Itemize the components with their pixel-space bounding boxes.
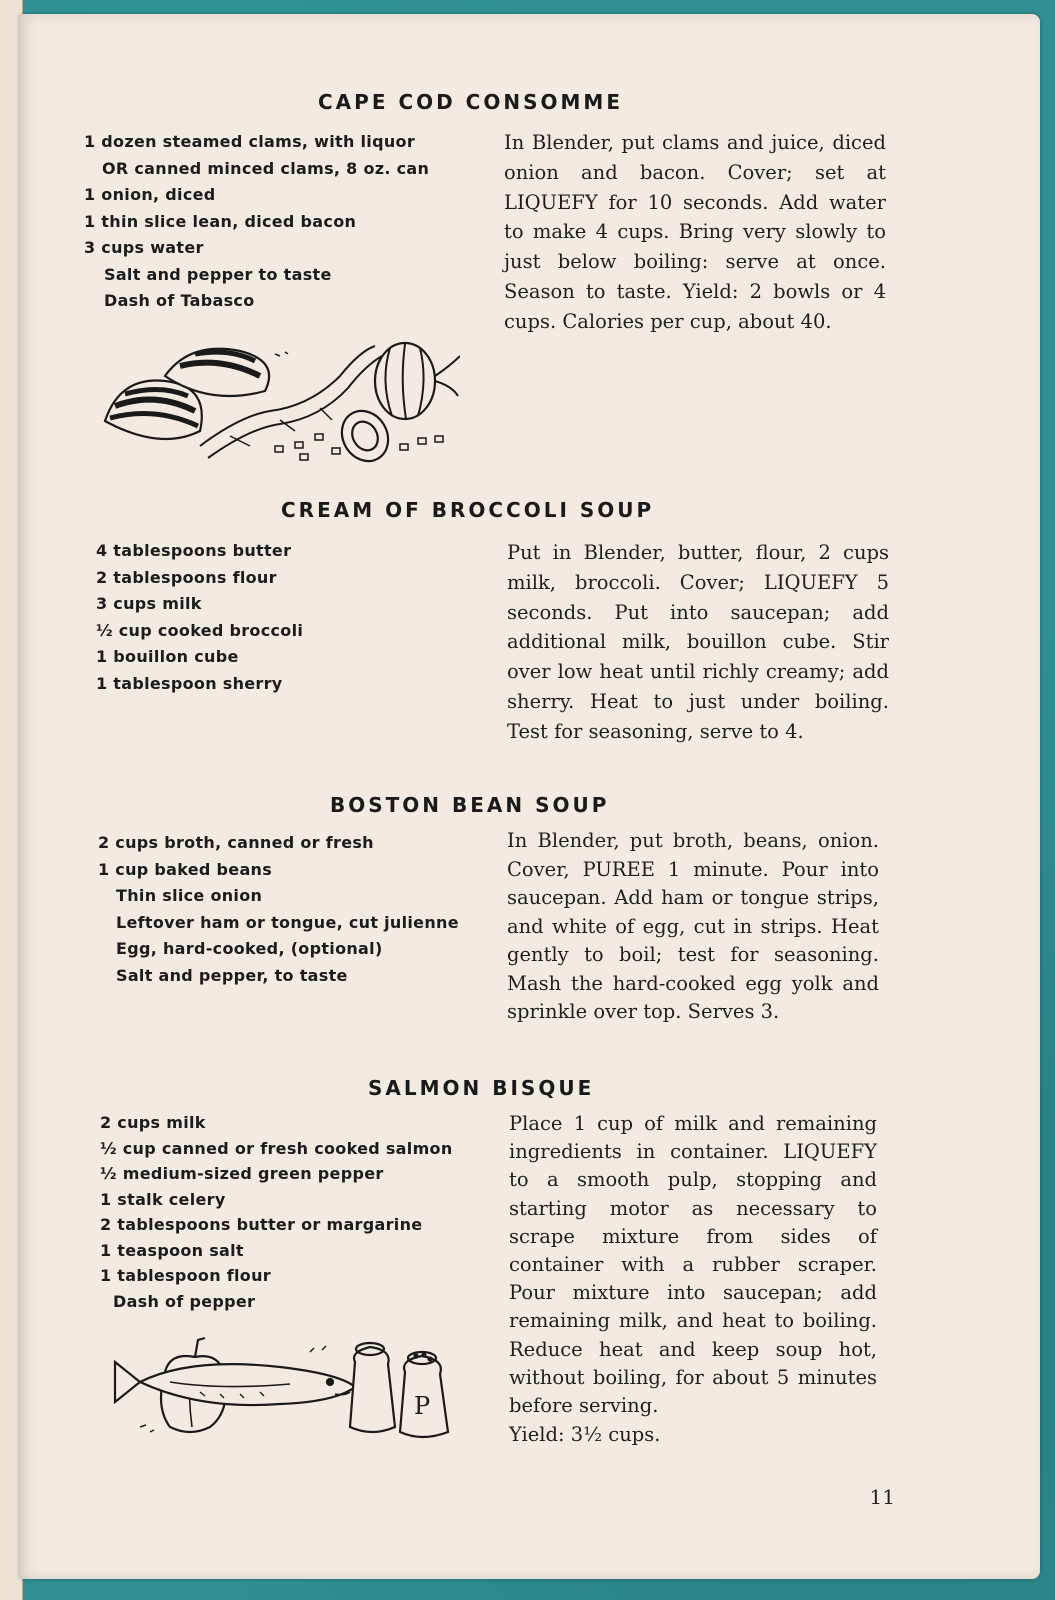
ingredient: 3 cups water [84,238,204,257]
pepper-shaker-letter: P [414,1392,431,1420]
ingredient-list [100,1110,453,1314]
recipe-title: CREAM OF BROCCOLI SOUP [281,498,655,522]
ingredient: 1 stalk celery [100,1189,226,1209]
ingredient: Dash of Tabasco [104,291,255,310]
ingredient: Leftover ham or tongue, cut julienne [116,912,459,932]
book-page [20,14,1040,1579]
recipe-yield: Yield: 3½ cups. [509,1423,661,1446]
ingredient: Egg, hard-cooked, (optional) [116,939,383,958]
recipe-instructions: Put in Blender, butter, flour, 2 cups milk, broccoli. Cover; LIQUEFY 5 seconds. Put into saucepan; add additional milk, bouillon cube. Stir over low heat until richly creamy; add sherry. Heat to just under boiling. Test for seasoning, serve to 4. [507,541,889,743]
recipe-title: CAPE COD CONSOMME [318,90,623,114]
recipe-instructions: In Blender, put broth, beans, onion. Cover, PUREE 1 minute. Pour into saucepan. Add ham or tongue strips, and white of egg, cut in strips. Heat gently to boil; test for seasoning. Mash the hard-cooked egg yolk and sprinkle over top. Serves 3. [507,829,879,1023]
recipe-title: SALMON BISQUE [368,1076,595,1100]
page-number: 11 [869,1485,895,1509]
ingredient: 1 teaspoon salt [100,1240,244,1260]
ingredient-list [98,830,459,989]
ingredient: 2 cups broth, canned or fresh [98,833,374,852]
ingredient-list [96,538,303,697]
ingredient: 1 bouillon cube [96,647,239,666]
ingredient: 1 tablespoon flour [100,1266,271,1285]
ingredient: 2 tablespoons butter or margarine [100,1215,423,1234]
fish-pepper-shakers-illustration [110,1332,450,1442]
ingredient: ½ cup canned or fresh cooked salmon [100,1138,453,1158]
ingredient: 1 tablespoon sherry [96,673,283,693]
ingredient: 1 onion, diced [84,185,216,204]
ingredient-list [84,129,429,315]
ingredient: Salt and pepper, to taste [116,965,348,985]
recipe-instructions: In Blender, put clams and juice, diced onion and bacon. Cover; set at LIQUEFY for 10 seconds. Add water to make 4 cups. Bring very slowly to just below boiling: serve at once. Season to taste. Yield: 2 bowls or 4 cups. Calories per cup, about 40. [504,131,886,333]
recipe-title: BOSTON BEAN SOUP [330,793,610,817]
ingredient: ½ cup cooked broccoli [96,620,304,640]
ingredient: Salt and pepper to taste [104,264,332,284]
ingredient: OR canned minced clams, 8 oz. can [102,158,430,178]
recipe-instructions: Place 1 cup of milk and remaining ingredients in container. LIQUEFY to a smooth pulp, stopping and starting motor as necessary to scrape mixture from sides of container with a rubber scraper. Pour mixture into saucepan; add remaining milk, and heat to boiling. Reduce heat and keep soup hot, without boiling, for about 5 minutes before serving. [509,1112,877,1418]
ingredient: Dash of pepper [113,1291,256,1311]
ingredient: 4 tablespoons butter [96,541,292,560]
ingredient: 1 dozen steamed clams, with liquor [84,132,416,151]
ingredient: 2 tablespoons flour [96,567,277,587]
ingredient: 1 cup baked beans [98,859,273,879]
clams-bacon-onion-illustration [100,336,460,466]
ingredient: 1 thin slice lean, diced bacon [84,211,357,231]
ingredient: 3 cups milk [96,594,202,613]
ingredient: 2 cups milk [100,1113,206,1132]
ingredient: Thin slice onion [116,886,263,905]
ingredient: ½ medium-sized green pepper [100,1164,384,1183]
